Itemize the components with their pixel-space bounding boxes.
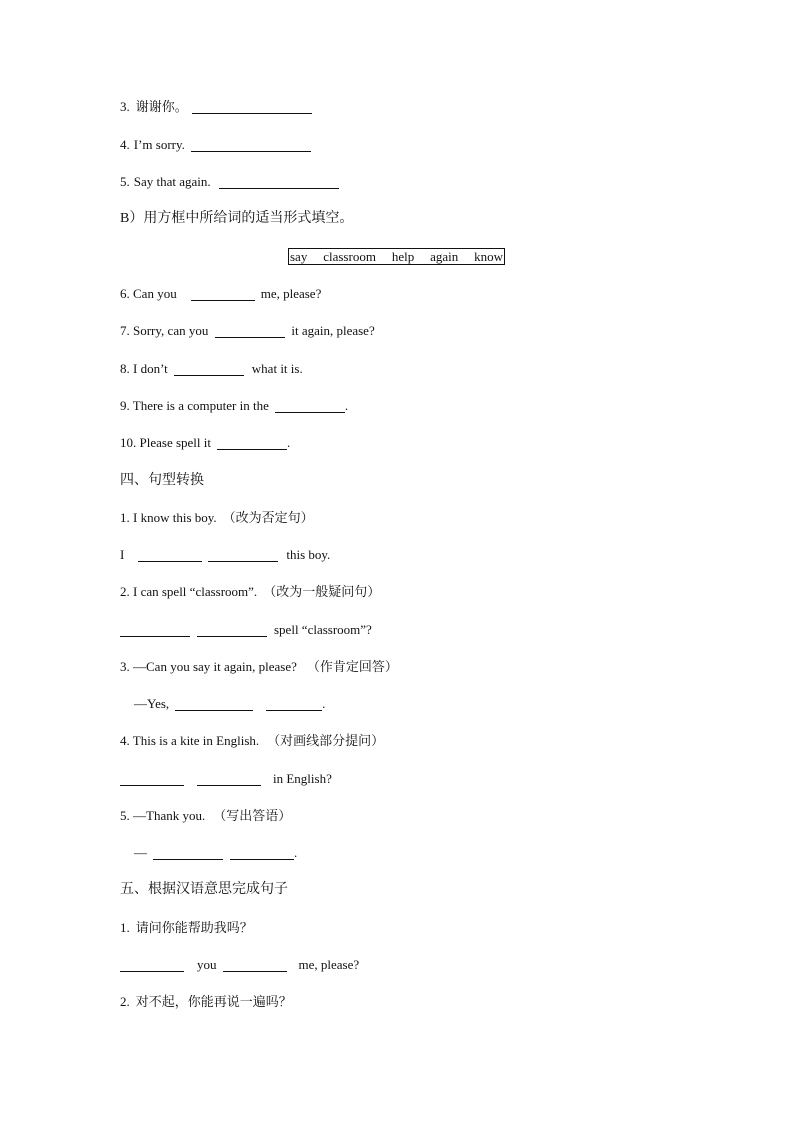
- question-number: 1.: [120, 920, 130, 935]
- answer-blank[interactable]: [223, 956, 287, 972]
- answer-word: you: [197, 957, 217, 972]
- answer-blank[interactable]: [275, 397, 345, 413]
- answer-blank[interactable]: [174, 360, 244, 376]
- word-box-item: classroom: [323, 249, 376, 264]
- transform-question-3: [120, 657, 398, 677]
- question-7: [120, 321, 375, 341]
- question-text: it again, please?: [291, 323, 375, 338]
- question-text: .: [344, 398, 349, 413]
- answer-blank[interactable]: [217, 434, 287, 450]
- translation-question-2: [120, 992, 292, 1012]
- answer-blank[interactable]: [120, 956, 184, 972]
- question-number: 3.: [120, 99, 130, 114]
- question-text: 4. This is a kite in English.: [120, 733, 260, 748]
- question-note: （写出答语）: [213, 808, 292, 823]
- question-text: 对不起，你能再说一遍吗？: [135, 994, 292, 1009]
- part-5-title: [120, 880, 288, 900]
- word-box-item: say: [290, 249, 308, 264]
- transform-answer-3: [134, 694, 325, 714]
- question-6: [120, 284, 321, 304]
- question-note: （对画线部分提问）: [267, 733, 385, 748]
- answer-blank[interactable]: [197, 621, 267, 637]
- answer-blank[interactable]: [266, 695, 322, 711]
- answer-blank[interactable]: [215, 322, 285, 338]
- question-note: （改为一般疑问句）: [263, 584, 381, 599]
- answer-blank[interactable]: [138, 546, 202, 562]
- answer-blank[interactable]: [219, 173, 339, 189]
- question-text: .: [287, 435, 291, 450]
- answer-suffix: .: [322, 696, 326, 711]
- transform-question-4: [120, 731, 384, 751]
- question-text: 谢谢你。: [135, 99, 188, 114]
- question-text: what it is.: [251, 361, 303, 376]
- answer-suffix: this boy.: [286, 547, 331, 562]
- section-b-title: [120, 209, 353, 229]
- transform-question-5: [120, 806, 291, 826]
- section-b-title-text: B）用方框中所给词的适当形式填空。: [120, 211, 354, 226]
- question-text: Say that again.: [133, 174, 211, 189]
- transform-answer-1: [120, 545, 330, 565]
- question-8: [120, 359, 303, 379]
- answer-blank[interactable]: [191, 136, 311, 152]
- answer-suffix: in English?: [273, 771, 332, 786]
- answer-blank[interactable]: [191, 285, 255, 301]
- answer-suffix: .: [294, 845, 298, 860]
- word-box-item: know: [474, 249, 503, 264]
- question-number: 2.: [120, 994, 130, 1009]
- translation-question-1: [120, 918, 253, 938]
- transform-question-1: [120, 508, 314, 528]
- question-note: （作肯定回答）: [306, 659, 398, 674]
- question-4: [120, 135, 311, 155]
- answer-blank[interactable]: [208, 546, 278, 562]
- question-text: I’m sorry.: [133, 137, 185, 152]
- part-5-title-text: 五、根据汉语意思完成句子: [120, 882, 288, 897]
- question-text: 9. There is a computer in the: [120, 398, 269, 413]
- word-box-item: again: [430, 249, 459, 264]
- question-text: 8. I don’t: [120, 361, 168, 376]
- answer-prefix: I: [120, 547, 125, 562]
- question-5: [120, 172, 339, 192]
- question-note: （改为否定句）: [222, 510, 314, 525]
- question-text: 6. Can you: [120, 286, 177, 301]
- answer-suffix: spell “classroom”?: [274, 622, 372, 637]
- question-text: 5. —Thank you.: [120, 808, 206, 823]
- answer-blank[interactable]: [197, 770, 261, 786]
- translation-answer-1: [120, 955, 359, 975]
- question-text: 7. Sorry, can you: [120, 323, 209, 338]
- transform-answer-5: [134, 843, 297, 863]
- part-4-title-text: 四、句型转换: [120, 473, 204, 488]
- question-9: [120, 396, 348, 416]
- transform-answer-2: [120, 620, 372, 640]
- question-number: 5.: [120, 174, 130, 189]
- transform-question-2: [120, 582, 380, 602]
- answer-blank[interactable]: [120, 621, 190, 637]
- question-number: 4.: [120, 137, 130, 152]
- part-4-title: [120, 471, 204, 491]
- answer-blank[interactable]: [175, 695, 253, 711]
- answer-blank[interactable]: [120, 770, 184, 786]
- answer-blank[interactable]: [153, 844, 223, 860]
- answer-blank[interactable]: [192, 98, 312, 114]
- question-text: 10. Please spell it: [120, 435, 211, 450]
- answer-suffix: me, please?: [298, 957, 360, 972]
- word-box-item: help: [391, 249, 415, 264]
- answer-blank[interactable]: [230, 844, 294, 860]
- question-text: 请问你能帮助我吗？: [135, 920, 253, 935]
- transform-answer-4: [120, 769, 332, 789]
- answer-prefix: —: [134, 845, 147, 860]
- question-text: 1. I know this boy.: [120, 510, 217, 525]
- question-3: [120, 97, 312, 117]
- word-box: [288, 248, 505, 265]
- question-text: 2. I can spell “classroom”.: [120, 584, 258, 599]
- answer-prefix: —Yes,: [134, 696, 170, 711]
- question-text: 3. —Can you say it again, please?: [120, 659, 297, 674]
- question-text: me, please?: [260, 286, 322, 301]
- question-10: [120, 433, 290, 453]
